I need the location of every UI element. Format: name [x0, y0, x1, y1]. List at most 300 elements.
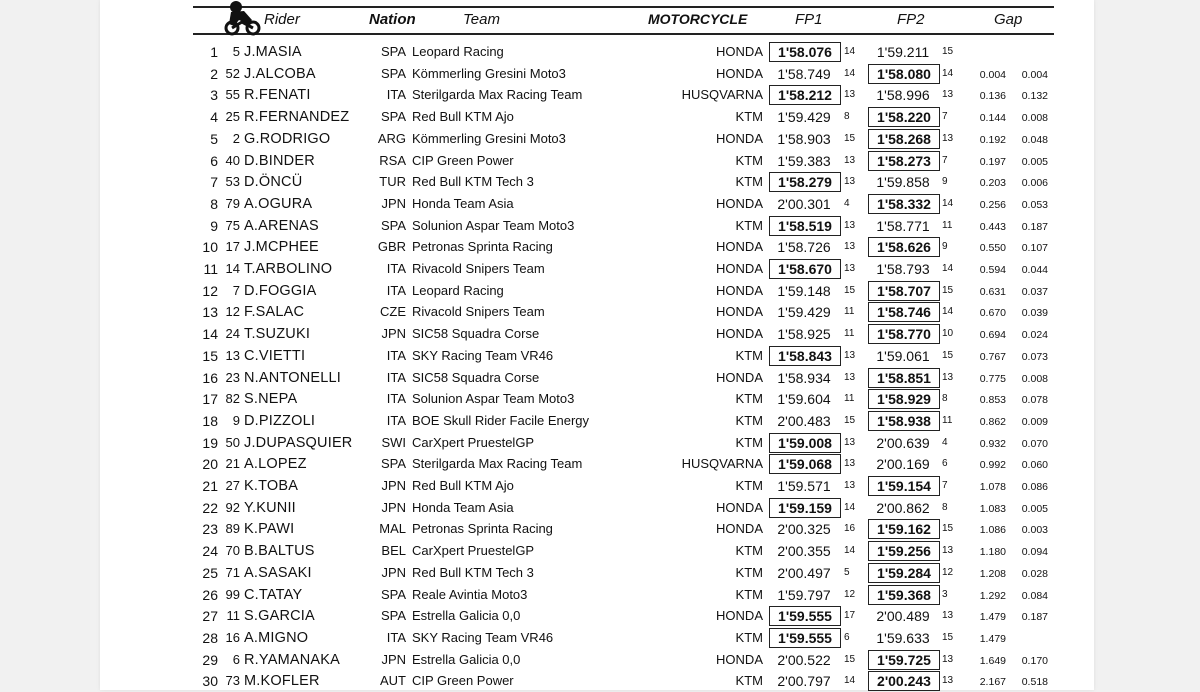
- team-name: Leopard Racing: [412, 44, 504, 59]
- fp1-time: 1'58.903: [777, 130, 831, 147]
- header-nation: Nation: [369, 11, 416, 28]
- team-name: Kömmerling Gresini Moto3: [412, 65, 566, 81]
- rider-name: D.FOGGIA: [244, 282, 317, 299]
- motorcycle: KTM: [735, 152, 763, 168]
- team-name: Rivacold Snipers Team: [412, 261, 545, 276]
- table-row: [0, 194, 1200, 215]
- table-row: [0, 454, 1200, 475]
- nation: MAL: [379, 521, 406, 537]
- rider-name: R.FERNANDEZ: [244, 109, 350, 126]
- rider-name: S.NEPA: [244, 391, 298, 408]
- position: 29: [202, 651, 218, 668]
- team-name: Leopard Racing: [412, 282, 504, 298]
- rider-number: 16: [225, 629, 240, 645]
- rider-number: 17: [225, 239, 240, 255]
- table-row: [0, 259, 1200, 280]
- fp1-time: 2'00.355: [777, 543, 831, 560]
- team-name: SIC58 Squadra Corse: [412, 326, 540, 342]
- fp2-time: 1'59.061: [876, 347, 930, 364]
- rider-name: N.ANTONELLI: [244, 369, 342, 386]
- position: 3: [210, 87, 218, 104]
- fp1-time: 1'58.519: [769, 216, 841, 236]
- fp2-time: 1'59.633: [876, 629, 930, 646]
- fp2-lap: 6: [942, 458, 948, 470]
- fp1-lap: 14: [844, 501, 856, 513]
- position: 11: [203, 261, 218, 277]
- gap-first: 0.136: [979, 90, 1006, 103]
- table-row: [0, 650, 1200, 671]
- fp1-lap: 8: [844, 111, 850, 123]
- position: 10: [202, 239, 218, 256]
- header-top-rule: [193, 6, 1054, 8]
- gap-first: 0.992: [979, 459, 1006, 472]
- fp1-time: 2'00.797: [777, 673, 831, 690]
- nation: SPA: [380, 109, 406, 125]
- rider-name: A.LOPEZ: [244, 456, 307, 473]
- position: 12: [202, 282, 218, 299]
- position: 17: [202, 391, 218, 408]
- rider-number: 89: [225, 521, 240, 537]
- header-rider: Rider: [264, 11, 300, 28]
- gap-first: 0.670: [979, 307, 1006, 320]
- nation: ITA: [386, 412, 406, 428]
- motorcycle: KTM: [735, 109, 763, 125]
- rider-name: F.SALAC: [244, 304, 305, 321]
- position: 4: [210, 109, 218, 126]
- fp2-lap: 15: [942, 284, 954, 296]
- fp1-lap: 13: [844, 458, 856, 470]
- table-row: [0, 85, 1200, 106]
- nation: ITA: [386, 369, 406, 385]
- fp1-time: 1'59.797: [777, 586, 831, 603]
- gap-first: 1.479: [979, 611, 1006, 624]
- position: 30: [202, 673, 218, 690]
- team-name: CIP Green Power: [412, 152, 514, 168]
- fp1-time: 1'59.068: [769, 454, 841, 474]
- rider-name: S.GARCIA: [244, 608, 315, 625]
- gap-previous: 0.048: [1021, 133, 1048, 146]
- nation: SPA: [380, 608, 406, 624]
- motorcycle: KTM: [735, 543, 763, 559]
- gap-previous: 0.006: [1021, 177, 1048, 190]
- rider-number: 7: [232, 282, 240, 298]
- motorcycle: HONDA: [716, 44, 763, 59]
- rider-number: 12: [225, 304, 240, 320]
- motorcycle: HONDA: [716, 369, 763, 385]
- gap-first: 0.203: [979, 177, 1006, 190]
- fp1-lap: 13: [844, 349, 856, 361]
- table-row: [0, 64, 1200, 85]
- fp2-lap: 15: [942, 349, 954, 361]
- gap-previous: 0.187: [1021, 611, 1048, 624]
- gap-previous: 0.003: [1021, 524, 1048, 537]
- fp2-lap: 8: [942, 393, 948, 405]
- gap-first: 0.767: [979, 350, 1006, 363]
- nation: JPN: [381, 478, 406, 493]
- fp2-time: 1'58.080: [868, 64, 940, 84]
- motorcycle: HONDA: [716, 608, 763, 624]
- rider-name: R.YAMANAKA: [244, 651, 341, 668]
- gap-first: 1.078: [979, 481, 1006, 493]
- gap-previous: 0.086: [1021, 481, 1048, 493]
- position: 22: [202, 499, 218, 516]
- header-bottom-rule: [193, 33, 1054, 35]
- position: 5: [210, 130, 218, 147]
- motorcycle: KTM: [735, 347, 763, 363]
- fp1-lap: 14: [844, 545, 856, 557]
- rider-name: G.RODRIGO: [244, 130, 331, 147]
- team-name: Rivacold Snipers Team: [412, 304, 545, 320]
- rider-name: J.MCPHEE: [244, 239, 319, 256]
- motorcycle: KTM: [735, 564, 763, 580]
- rider-number: 14: [225, 261, 240, 276]
- gap-previous: 0.008: [1021, 372, 1048, 385]
- table-row: [0, 606, 1200, 627]
- motorcycle: KTM: [735, 629, 763, 645]
- rider-number: 70: [225, 543, 240, 559]
- header-fp2: FP2: [897, 11, 925, 28]
- gap-previous: 0.107: [1021, 242, 1048, 255]
- gap-first: 0.192: [979, 133, 1006, 146]
- motorcycle: HONDA: [716, 499, 763, 515]
- team-name: SIC58 Squadra Corse: [412, 369, 540, 385]
- table-row: [0, 671, 1200, 692]
- team-name: Sterilgarda Max Racing Team: [412, 87, 583, 103]
- nation: GBR: [377, 239, 406, 255]
- fp2-time: 2'00.243: [868, 671, 940, 691]
- team-name: Sterilgarda Max Racing Team: [412, 456, 583, 472]
- motorcycle: HONDA: [716, 326, 763, 342]
- gap-previous: 0.073: [1021, 350, 1048, 363]
- fp2-lap: 14: [942, 263, 954, 274]
- fp1-time: 1'59.008: [769, 433, 841, 453]
- motorcycle: KTM: [735, 586, 763, 602]
- nation: ARG: [377, 130, 406, 146]
- fp2-time: 1'58.746: [868, 302, 940, 322]
- rider-number: 23: [225, 369, 240, 385]
- motorcycle: KTM: [735, 217, 763, 233]
- table-row: [0, 107, 1200, 128]
- fp2-time: 1'58.771: [876, 217, 930, 234]
- rider-name: J.ALCOBA: [244, 65, 316, 82]
- position: 24: [202, 543, 218, 560]
- fp2-time: 1'58.626: [868, 237, 940, 257]
- fp2-time: 1'59.858: [876, 174, 930, 191]
- fp2-lap: 15: [942, 631, 954, 643]
- fp2-time: 1'58.770: [868, 324, 940, 344]
- gap-first: 0.594: [979, 264, 1006, 276]
- rider-name: C.VIETTI: [244, 347, 306, 364]
- fp1-time: 1'58.843: [769, 346, 841, 366]
- fp1-lap: 13: [844, 480, 856, 491]
- nation: BEL: [381, 543, 406, 559]
- fp1-lap: 11: [844, 328, 855, 340]
- gap-previous: 0.008: [1021, 112, 1048, 125]
- rider-number: 71: [225, 564, 240, 580]
- team-name: Red Bull KTM Tech 3: [412, 564, 534, 580]
- gap-previous: 0.004: [1021, 68, 1048, 81]
- gap-first: 0.694: [979, 329, 1006, 342]
- motorcycle: HUSQVARNA: [681, 456, 763, 472]
- rider-number: 24: [225, 326, 240, 342]
- fp2-lap: 13: [942, 89, 954, 101]
- nation: JPN: [381, 564, 406, 580]
- fp2-lap: 12: [942, 566, 954, 578]
- fp2-lap: 4: [942, 436, 948, 448]
- fp1-lap: 14: [844, 675, 856, 687]
- team-name: Red Bull KTM Ajo: [412, 109, 514, 125]
- team-name: CarXpert PruestelGP: [412, 543, 535, 559]
- team-name: Honda Team Asia: [412, 195, 514, 211]
- position: 6: [210, 152, 218, 169]
- fp1-lap: 13: [844, 154, 856, 166]
- gap-previous: 0.044: [1021, 264, 1048, 276]
- rider-number: 55: [225, 87, 240, 103]
- nation: SPA: [380, 44, 406, 59]
- position: 19: [202, 434, 218, 451]
- rider-number: 5: [232, 44, 240, 59]
- fp2-lap: 13: [942, 675, 954, 687]
- position: 7: [210, 174, 218, 191]
- motorcycle: KTM: [735, 434, 763, 450]
- team-name: Honda Team Asia: [412, 499, 514, 515]
- gap-first: 1.086: [979, 524, 1006, 537]
- team-name: Solunion Aspar Team Moto3: [412, 391, 575, 407]
- fp2-time: 1'59.256: [868, 541, 940, 561]
- gap-first: 0.932: [979, 437, 1006, 450]
- fp2-time: 1'58.707: [868, 281, 940, 301]
- fp2-lap: 11: [942, 414, 953, 426]
- rider-name: A.ARENAS: [244, 217, 319, 234]
- rider-name: A.SASAKI: [244, 564, 312, 581]
- gap-first: 0.144: [979, 112, 1006, 125]
- rider-name: Y.KUNII: [244, 499, 296, 516]
- fp1-lap: 13: [844, 371, 856, 383]
- rider-number: 50: [225, 434, 240, 450]
- nation: SWI: [381, 434, 406, 450]
- gap-first: 1.180: [979, 546, 1006, 559]
- position: 23: [202, 521, 218, 538]
- gap-first: 0.443: [979, 220, 1006, 233]
- position: 8: [210, 195, 218, 212]
- rider-name: J.MASIA: [244, 44, 302, 60]
- fp2-time: 1'58.268: [868, 129, 940, 149]
- table-row: [0, 585, 1200, 606]
- fp1-lap: 13: [844, 436, 856, 448]
- gap-previous: 0.094: [1021, 546, 1048, 559]
- header-fp1: FP1: [795, 11, 823, 28]
- gap-previous: 0.024: [1021, 329, 1048, 342]
- motorcycle: HONDA: [716, 195, 763, 211]
- fp1-lap: 11: [844, 393, 855, 405]
- fp1-time: 1'58.076: [769, 42, 841, 62]
- table-row: [0, 151, 1200, 172]
- nation: CZE: [380, 304, 406, 320]
- fp1-lap: 11: [844, 306, 855, 318]
- fp2-time: 1'58.851: [868, 368, 940, 388]
- gap-first: 1.292: [979, 589, 1006, 602]
- gap-first: 0.004: [979, 68, 1006, 81]
- fp1-time: 2'00.483: [777, 412, 831, 429]
- motorcycle: HONDA: [716, 239, 763, 255]
- nation: JPN: [381, 195, 406, 211]
- team-name: SKY Racing Team VR46: [412, 629, 554, 645]
- position: 27: [202, 608, 218, 625]
- nation: JPN: [381, 651, 406, 667]
- nation: ITA: [386, 347, 406, 363]
- fp2-time: 1'58.793: [876, 261, 930, 277]
- fp2-time: 1'59.368: [868, 585, 940, 605]
- team-name: Red Bull KTM Ajo: [412, 478, 514, 493]
- gap-previous: 0.518: [1021, 676, 1048, 689]
- gap-previous: 0.084: [1021, 589, 1048, 602]
- rider-name: C.TATAY: [244, 586, 303, 603]
- rider-number: 82: [225, 391, 240, 407]
- team-name: BOE Skull Rider Facile Energy: [412, 412, 590, 428]
- fp2-lap: 3: [942, 588, 948, 600]
- motorcycle: KTM: [735, 478, 763, 493]
- fp2-lap: 13: [942, 371, 954, 383]
- rider-name: R.FENATI: [244, 87, 311, 104]
- rider-number: 2: [232, 130, 240, 146]
- team-name: CarXpert PruestelGP: [412, 434, 535, 450]
- fp2-time: 1'58.938: [868, 411, 940, 431]
- fp2-lap: 11: [942, 219, 953, 231]
- fp1-lap: 15: [844, 284, 856, 296]
- fp2-time: 1'59.154: [868, 476, 940, 496]
- fp1-time: 2'00.497: [777, 564, 831, 581]
- rider-name: A.OGURA: [244, 195, 313, 212]
- fp1-lap: 12: [844, 588, 856, 600]
- motorcycle: KTM: [735, 673, 763, 689]
- rider-number: 9: [232, 412, 240, 428]
- fp1-time: 2'00.522: [777, 651, 831, 668]
- fp1-lap: 17: [844, 610, 856, 622]
- position: 21: [202, 478, 218, 494]
- motorcycle: KTM: [735, 412, 763, 428]
- fp1-time: 1'58.749: [777, 65, 831, 82]
- fp2-lap: 15: [942, 523, 954, 535]
- nation: ITA: [386, 629, 406, 645]
- gap-first: 0.862: [979, 415, 1006, 428]
- fp1-time: 1'59.571: [777, 478, 831, 494]
- fp1-lap: 13: [844, 89, 856, 101]
- rider-number: 79: [225, 195, 240, 211]
- fp1-time: 1'58.279: [769, 172, 841, 192]
- position: 14: [202, 326, 218, 343]
- fp1-time: 1'58.925: [777, 326, 831, 343]
- motorcycle: KTM: [735, 391, 763, 407]
- fp1-time: 1'58.726: [777, 239, 831, 256]
- gap-previous: 0.070: [1021, 437, 1048, 450]
- fp1-time: 1'59.604: [777, 391, 831, 408]
- team-name: Solunion Aspar Team Moto3: [412, 217, 575, 233]
- rider-name: D.BINDER: [244, 152, 315, 169]
- team-name: Estrella Galicia 0,0: [412, 608, 521, 624]
- team-name: Petronas Sprinta Racing: [412, 239, 553, 255]
- position: 18: [202, 412, 218, 429]
- nation: SPA: [380, 65, 406, 81]
- table-row: [0, 368, 1200, 389]
- rider-number: 99: [225, 586, 240, 602]
- nation: JPN: [381, 326, 406, 342]
- fp1-lap: 6: [844, 631, 850, 643]
- nation: ITA: [386, 282, 406, 298]
- motorcycle: HONDA: [716, 521, 763, 537]
- fp2-lap: 7: [942, 480, 948, 491]
- table-row: [0, 628, 1200, 649]
- gap-previous: 0.005: [1021, 502, 1048, 515]
- rider-number: 92: [225, 499, 240, 515]
- position: 25: [202, 564, 218, 581]
- header-team: Team: [463, 11, 500, 28]
- nation: JPN: [381, 499, 406, 515]
- table-row: [0, 42, 1200, 63]
- rider-number: 25: [225, 109, 240, 125]
- fp2-lap: 9: [942, 176, 948, 188]
- gap-first: 0.631: [979, 285, 1006, 298]
- table-row: [0, 216, 1200, 237]
- nation: AUT: [380, 673, 406, 689]
- rider-name: K.TOBA: [244, 478, 299, 494]
- fp2-lap: 7: [942, 154, 948, 166]
- gap-first: 1.083: [979, 502, 1006, 515]
- gap-previous: 0.037: [1021, 285, 1048, 298]
- gap-first: 2.167: [979, 676, 1006, 689]
- fp1-lap: 13: [844, 219, 856, 231]
- gap-previous: 0.078: [1021, 394, 1048, 407]
- fp2-time: 1'58.220: [868, 107, 940, 127]
- fp2-time: 1'59.162: [868, 519, 940, 539]
- rider-name: D.ÖNCÜ: [244, 174, 303, 191]
- gap-first: 1.208: [979, 567, 1006, 580]
- rider-number: 73: [225, 673, 240, 689]
- header-motorcycle: MOTORCYCLE: [648, 11, 748, 27]
- fp2-lap: 10: [942, 328, 954, 340]
- team-name: Reale Avintia Moto3: [412, 586, 528, 602]
- rider-name: B.BALTUS: [244, 543, 315, 560]
- gap-previous: 0.009: [1021, 415, 1048, 428]
- fp2-lap: 13: [942, 545, 954, 557]
- fp1-time: 1'58.934: [777, 369, 831, 386]
- fp1-time: 2'00.325: [777, 521, 831, 538]
- fp1-lap: 5: [844, 566, 850, 578]
- nation: ITA: [386, 391, 406, 407]
- motorcycle: HONDA: [716, 130, 763, 146]
- table-row: [0, 172, 1200, 193]
- gap-first: 0.256: [979, 198, 1006, 211]
- position: 15: [202, 347, 218, 364]
- gap-previous: 0.039: [1021, 307, 1048, 320]
- rider-name: T.SUZUKI: [244, 326, 311, 343]
- motorcycle: HONDA: [716, 282, 763, 298]
- fp2-lap: 14: [942, 197, 954, 209]
- rider-name: M.KOFLER: [244, 673, 320, 690]
- fp2-time: 1'59.284: [868, 563, 940, 583]
- table-row: [0, 541, 1200, 562]
- fp2-lap: 14: [942, 67, 954, 79]
- rider-number: 21: [225, 456, 240, 472]
- rider-number: 75: [225, 217, 240, 233]
- gap-previous: 0.132: [1021, 90, 1048, 103]
- team-name: CIP Green Power: [412, 673, 514, 689]
- position: 1: [210, 44, 218, 60]
- gap-first: 0.197: [979, 155, 1006, 168]
- fp1-lap: 15: [844, 414, 856, 426]
- gap-previous: 0.005: [1021, 155, 1048, 168]
- table-row: [0, 563, 1200, 584]
- table-row: [0, 498, 1200, 519]
